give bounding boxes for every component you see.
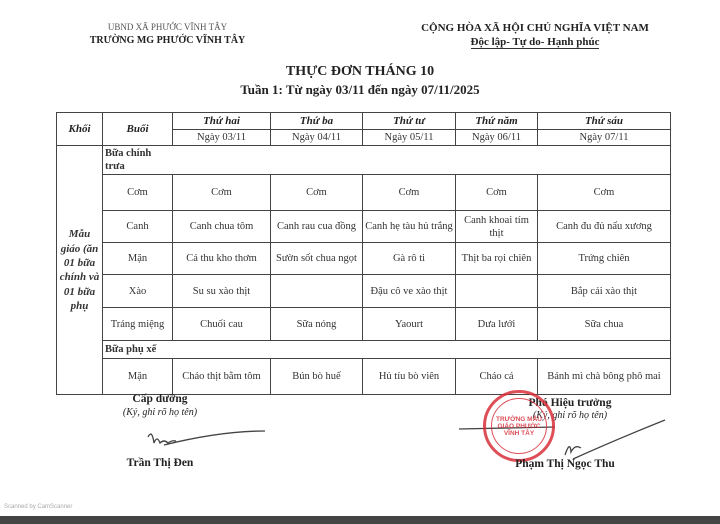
day-name: Thứ năm (456, 113, 538, 130)
table-row (57, 275, 671, 308)
left-signer-role: Cấp dưỡng (132, 393, 188, 405)
menu-cell: Cơm (173, 175, 271, 211)
menu-cell: Cháo cá (456, 359, 538, 395)
right-signer-role: Phó Hiệu trưởng (528, 397, 612, 409)
menu-cell: Đậu cô ve xào thịt (363, 275, 456, 308)
menu-cell: Cơm (538, 175, 671, 211)
stamp-text: TRƯỜNG MẪU GIÁO PHƯỚC VĨNH TÂY (491, 398, 547, 454)
col-buoi: Buổi (103, 113, 173, 146)
menu-cell: Sườn sốt chua ngọt (271, 243, 363, 275)
day-date: Ngày 03/11 (173, 130, 271, 146)
day-date: Ngày 05/11 (363, 130, 456, 146)
org-parent: UBND XÃ PHƯỚC VĨNH TÂY (107, 22, 228, 32)
day-name: Thứ tư (363, 113, 456, 130)
left-signature (140, 425, 270, 450)
row-label: Canh (103, 211, 173, 243)
menu-cell: Cơm (271, 175, 363, 211)
day-date: Ngày 07/11 (538, 130, 671, 146)
table-row (57, 308, 671, 341)
menu-cell: Canh hẹ tàu hủ trắng (363, 211, 456, 243)
menu-cell: Canh đu đủ nấu xương (538, 211, 671, 243)
menu-cell: Dưa lưới (456, 308, 538, 341)
left-signer-name: Trần Thị Đen (126, 457, 194, 469)
right-signer-name: Phạm Thị Ngọc Thu (515, 458, 615, 470)
menu-cell: Canh khoai tím thịt (456, 211, 538, 243)
day-name: Thứ ba (271, 113, 363, 130)
menu-cell: Hủ tíu bò viên (363, 359, 456, 395)
table-row (57, 243, 671, 275)
menu-cell: Sữa chua (538, 308, 671, 341)
table-row (57, 359, 671, 395)
menu-cell (456, 275, 538, 308)
menu-cell: Canh rau cua đồng (271, 211, 363, 243)
menu-cell: Cháo thịt bằm tôm (173, 359, 271, 395)
menu-cell: Cơm (363, 175, 456, 211)
menu-cell: Sữa nóng (271, 308, 363, 341)
row-label: Xào (103, 275, 173, 308)
row-label: Mặn (103, 359, 173, 395)
menu-cell: Gà rô ti (363, 243, 456, 275)
menu-cell: Bắp cải xào thịt (538, 275, 671, 308)
day-name: Thứ hai (173, 113, 271, 130)
menu-cell: Su su xào thịt (173, 275, 271, 308)
day-name: Thứ sáu (538, 113, 671, 130)
right-signer-note: (Ký, ghi rõ họ tên) (532, 410, 608, 421)
section-snack: Bữa phụ xế (103, 341, 671, 359)
row-label: Cơm (103, 175, 173, 211)
table-row (57, 175, 671, 211)
menu-table (56, 112, 671, 395)
national-title: CỘNG HÒA XÃ HỘI CHỦ NGHĨA VIỆT NAM (421, 22, 649, 34)
menu-cell (271, 275, 363, 308)
scanner-watermark: Scanned by CamScanner (4, 504, 73, 510)
menu-cell: Canh chua tôm (173, 211, 271, 243)
page-subtitle: Tuần 1: Từ ngày 03/11 đến ngày 07/11/2025 (240, 82, 480, 97)
menu-cell: Trứng chiên (538, 243, 671, 275)
col-khoi: Khối (57, 113, 103, 146)
day-date: Ngày 04/11 (271, 130, 363, 146)
official-stamp (483, 390, 555, 462)
row-label: Mặn (103, 243, 173, 275)
table-row (57, 211, 671, 243)
menu-cell: Yaourt (363, 308, 456, 341)
left-signer-note: (Ký, ghi rõ họ tên) (122, 407, 198, 418)
page-title: THỰC ĐƠN THÁNG 10 (285, 64, 435, 79)
menu-cell: Bún bò huế (271, 359, 363, 395)
row-label: Tráng miệng (103, 308, 173, 341)
national-motto: Độc lập- Tự do- Hạnh phúc (470, 36, 600, 48)
section-main: Bữa chính trưa (105, 148, 152, 173)
org-school: TRƯỜNG MG PHƯỚC VĨNH TÂY (89, 35, 246, 46)
khoi-cell: Mẫu giáo (ăn 01 bữa chính và 01 bữa phụ (57, 146, 103, 395)
menu-cell: Thịt ba rọi chiên (456, 243, 538, 275)
menu-cell: Bánh mì chà bông phô mai (538, 359, 671, 395)
menu-cell: Chuối cau (173, 308, 271, 341)
bottom-bar (0, 516, 720, 524)
menu-cell: Cơm (456, 175, 538, 211)
day-date: Ngày 06/11 (456, 130, 538, 146)
menu-cell: Cá thu kho thơm (173, 243, 271, 275)
